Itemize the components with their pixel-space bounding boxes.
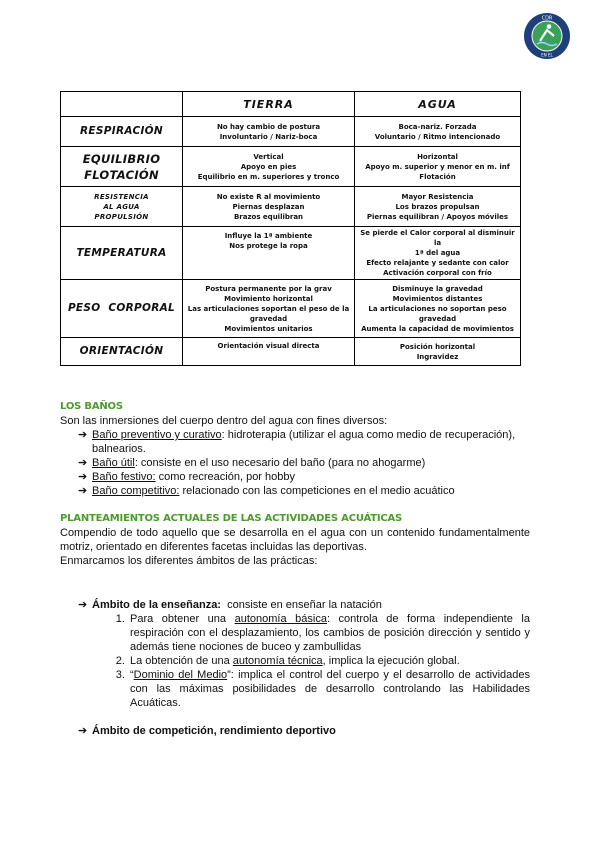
table-header-row <box>61 92 521 117</box>
list-pre: Para obtener una <box>130 613 235 625</box>
arrow-icon: ➔ <box>78 485 88 497</box>
row-label-line: TEMPERATURA <box>76 246 167 259</box>
agua-cell <box>355 280 521 338</box>
swimmer-logo-icon <box>523 12 571 60</box>
agua-cell <box>355 117 521 147</box>
list-term: autonomía técnica <box>232 655 323 667</box>
cell-line: Vertical <box>253 152 284 161</box>
cell-line: No hay cambio de postura <box>216 122 321 131</box>
cell-line: Influye la 1ª ambiente <box>224 232 313 240</box>
cell-line: Aumenta la capacidad de movimientos <box>361 324 514 333</box>
cell-line: Ingravidez <box>416 352 459 361</box>
table-row <box>61 338 521 366</box>
cell-line: La articulaciones no soportan peso <box>368 304 507 313</box>
comparison-table <box>60 91 521 366</box>
agua-cell <box>355 338 521 366</box>
agua-cell <box>355 147 521 187</box>
tierra-cell <box>183 187 355 227</box>
banos-intro: Son las inmersiones del cuerpo dentro del agua con fines diversos: <box>60 415 388 427</box>
list-item <box>78 456 530 470</box>
list-post: : controla de forma independiente la respiración con el desplazamiento, los cambios de posición dirección y sentido y además tiene nociones de buceo y zambullidas <box>130 613 530 653</box>
list-text: relacionado con las competiciones en el medio acuático <box>179 485 455 497</box>
list-term: Dominio del Medio <box>133 669 228 681</box>
row-label-line: FLOTACIÓN <box>84 167 159 182</box>
cell-line: Se pierde el Calor corporal al disminuir la <box>360 229 515 247</box>
banos-list <box>60 428 530 498</box>
tierra-cell <box>183 117 355 147</box>
table-row <box>61 117 521 147</box>
cell-line: Orientación visual directa <box>217 342 320 350</box>
ambito-ensenanza-title: Ámbito de la enseñanza: <box>92 599 221 611</box>
cell-line: Movimiento horizontal <box>224 294 313 303</box>
list-item <box>128 612 530 654</box>
ambito-ensenanza <box>60 598 530 612</box>
cell-line: Involuntario / Nariz-boca <box>219 132 318 141</box>
row-label <box>61 338 183 366</box>
list-pre: La obtención de una <box>130 655 233 667</box>
section-title-banos: LOS BAÑOS <box>60 401 123 412</box>
arrow-icon: ➔ <box>78 725 88 737</box>
list-term: autonomía básica <box>234 613 327 625</box>
cell-line: Movimientos unitarios <box>224 324 313 333</box>
cell-line: Apoyo m. superior y menor en m. inf <box>365 162 510 171</box>
table-row <box>61 187 521 227</box>
cell-line: Piernas equilibran / Apoyos móviles <box>366 212 509 221</box>
planteamientos-p1: Compendio de todo aquello que se desarrolla en el agua con un contenido fundamentalmente motriz, orientado en diferentes facetas incluidas las deportivas. <box>60 527 530 553</box>
cell-line: Movimientos distantes <box>392 294 483 303</box>
cell-line: Apoyo en pies <box>240 162 297 171</box>
tierra-cell <box>183 338 355 366</box>
agua-cell <box>355 187 521 227</box>
tierra-cell <box>183 147 355 187</box>
list-term: Baño festivo: <box>92 471 156 483</box>
header-empty <box>61 92 183 117</box>
list-item <box>128 654 530 668</box>
logo <box>523 12 571 60</box>
cell-line: Los brazos propulsan <box>395 202 480 211</box>
header-tierra: TIERRA <box>183 92 355 117</box>
cell-line: Posición horizontal <box>399 342 476 351</box>
row-label <box>61 280 183 338</box>
ambito-competicion <box>60 724 530 738</box>
arrow-icon: ➔ <box>78 599 88 611</box>
row-label <box>61 227 183 280</box>
list-term: Baño preventivo y curativo <box>92 429 222 441</box>
agua-cell <box>355 227 521 280</box>
cell-line: Efecto relajante y sedante con calor <box>366 259 509 267</box>
body-content <box>60 400 530 738</box>
planteamientos-p2: Enmarcamos los diferentes ámbitos de las prácticas: <box>60 555 318 567</box>
row-label-line: EQUILIBRIO <box>82 151 161 166</box>
row-label <box>61 187 183 227</box>
cell-line: Las articulaciones soportan el peso de la <box>187 304 350 313</box>
cell-line: 1ª del agua <box>414 249 461 257</box>
cell-line: Brazos equilibran <box>233 212 304 221</box>
logo-bottom-text: EN EL <box>541 52 553 58</box>
list-term: Baño útil <box>92 457 135 469</box>
list-post: ”: implica el control del cuerpo y el desarrollo de actividades con las máximas posibilidades de desarrollo controlando las Habilidades Acuáticas. <box>130 669 530 709</box>
logo-top-text: CDR <box>541 15 553 22</box>
cell-line: Horizontal <box>417 152 458 161</box>
ambito-ensenanza-line <box>78 598 530 612</box>
table-row <box>61 280 521 338</box>
cell-line: No existe R al movimiento <box>216 192 321 201</box>
row-label-line: PROPULSIÓN <box>94 212 149 221</box>
cell-line: Flotación <box>419 172 456 181</box>
cell-line: Activación corporal con frío <box>383 269 492 277</box>
row-label-line: RESISTENCIA <box>94 192 149 201</box>
row-label-line: PESO CORPORAL <box>67 302 176 314</box>
list-text: : consiste en el uso necesario del baño (para no ahogarme) <box>134 457 426 469</box>
row-label <box>61 117 183 147</box>
ambito-ensenanza-text: consiste en enseñar la natación <box>220 599 382 611</box>
row-label-line: RESPIRACIÓN <box>80 125 163 137</box>
list-item <box>78 470 530 484</box>
list-term: Baño competitivo: <box>92 485 180 497</box>
cell-line: Disminuye la gravedad <box>392 284 483 293</box>
table-row <box>61 147 521 187</box>
list-item <box>78 484 530 498</box>
cell-line: Nos protege la ropa <box>229 242 308 250</box>
ambito-competicion-line <box>78 724 530 738</box>
ensenanza-list <box>60 612 530 710</box>
arrow-icon: ➔ <box>78 457 88 469</box>
cell-line: Piernas desplazan <box>232 202 305 211</box>
cell-line: Boca-nariz. Forzada <box>398 122 477 131</box>
cell-line: Equilibrio en m. superiores y tronco <box>197 172 340 181</box>
tierra-cell <box>183 280 355 338</box>
arrow-icon: ➔ <box>78 471 88 483</box>
list-text: : hidroterapia (utilizar el agua como medio de recuperación), balnearios. <box>92 429 516 455</box>
cell-line: Postura permanente por la grav <box>205 284 332 293</box>
tierra-cell <box>183 227 355 280</box>
table-row <box>61 227 521 280</box>
cell-line: Voluntario / Ritmo intencionado <box>374 132 501 141</box>
section-title-planteamientos: PLANTEAMIENTOS ACTUALES DE LAS ACTIVIDADES ACUÁTICAS <box>60 513 403 524</box>
list-item <box>78 428 530 456</box>
cell-line: gravedad <box>249 314 288 323</box>
header-agua: AGUA <box>355 92 521 117</box>
row-label-line: ORIENTACIÓN <box>79 345 164 357</box>
list-text: como recreación, por hobby <box>155 471 296 483</box>
arrow-icon: ➔ <box>78 429 88 441</box>
list-post: , implica la ejecución global. <box>322 655 460 667</box>
cell-line: Mayor Resistencia <box>401 192 474 201</box>
row-label <box>61 147 183 187</box>
list-item <box>128 668 530 710</box>
cell-line: gravedad <box>418 314 457 323</box>
list-pre: “ <box>130 669 134 681</box>
ambito-competicion-title: Ámbito de competición, rendimiento deportivo <box>92 725 336 737</box>
row-label-line: AL AGUA <box>103 202 140 211</box>
